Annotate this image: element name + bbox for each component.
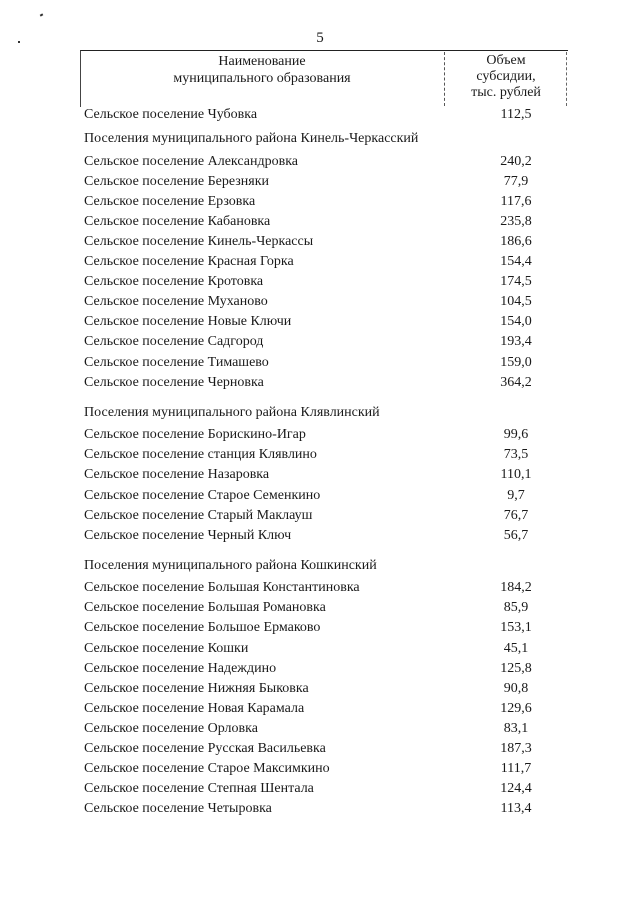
- table-header-right-edge: [566, 52, 567, 106]
- settlement-name: Сельское поселение Ерзовка: [84, 193, 256, 209]
- column-header-volume-line: Объем: [486, 53, 526, 68]
- table-row: [84, 659, 564, 679]
- settlement-name: Сельское поселение Надеждино: [84, 660, 277, 676]
- table-row: [84, 272, 564, 292]
- settlement-name: Сельское поселение Большая Романовка: [84, 600, 326, 616]
- subsidy-value: 125,8: [500, 660, 532, 676]
- table-header-divider: [444, 52, 445, 106]
- column-header-name-line: муниципального образования: [173, 71, 351, 86]
- subsidy-value: 83,1: [503, 720, 529, 736]
- subsidy-value: 85,9: [503, 600, 529, 616]
- table-row: [84, 465, 564, 485]
- settlement-name: Сельское поселение Борискино-Игар: [84, 427, 306, 443]
- table-row: [84, 526, 564, 546]
- settlement-name: Сельское поселение Муханово: [84, 294, 268, 310]
- settlement-name: Сельское поселение Черновка: [84, 374, 264, 390]
- subsidy-value: 184,2: [500, 580, 532, 596]
- table-row: [84, 486, 564, 506]
- subsidy-value: 153,1: [500, 620, 532, 636]
- subsidy-value: 112,5: [500, 107, 532, 122]
- table-row: [84, 353, 564, 373]
- subsidy-value: 113,4: [500, 801, 532, 817]
- subsidy-value: 154,4: [500, 254, 532, 270]
- table-row: [84, 618, 564, 638]
- settlement-name: Сельское поселение Степная Шентала: [84, 781, 314, 797]
- table-row: [84, 425, 564, 445]
- settlement-name: Сельское поселение Новая Карамала: [84, 700, 305, 716]
- subsidy-value: 117,6: [500, 193, 532, 209]
- subsidy-value: 154,0: [500, 314, 532, 330]
- subsidy-value: 174,5: [500, 274, 532, 290]
- subsidy-value: 9,7: [507, 487, 525, 503]
- settlement-name: Сельское поселение Кабановка: [84, 213, 271, 229]
- table-row: [84, 212, 564, 232]
- column-header-name: [80, 53, 444, 87]
- table-body: [84, 105, 564, 819]
- table-row: [84, 105, 564, 125]
- table-row: [84, 152, 564, 172]
- table-row: [84, 192, 564, 212]
- settlement-name: Сельское поселение Старое Семенкино: [84, 487, 321, 503]
- settlement-name: Сельское поселение Большая Константиновка: [84, 580, 360, 596]
- scan-speck: [40, 13, 44, 16]
- table-row: [84, 373, 564, 393]
- table-row: [84, 312, 564, 332]
- settlement-name: Сельское поселение Большое Ермаково: [84, 620, 321, 636]
- settlement-name: Сельское поселение Орловка: [84, 720, 258, 736]
- table-row: [84, 232, 564, 252]
- subsidy-value: 104,5: [500, 294, 532, 310]
- settlement-name: Сельское поселение Красная Горка: [84, 254, 294, 270]
- settlement-name: Сельское поселение Березняки: [84, 173, 270, 189]
- group-title: Поселения муниципального района Кинель-Черкасский: [84, 131, 419, 147]
- settlement-name: Сельское поселение станция Клявлино: [84, 447, 317, 463]
- settlement-name: Сельское поселение Кошки: [84, 640, 249, 656]
- subsidy-value: 111,7: [500, 761, 532, 777]
- subsidy-value: 364,2: [500, 374, 532, 390]
- subsidy-value: 235,8: [500, 213, 532, 229]
- column-header-volume-line: субсидии,: [476, 69, 536, 84]
- column-header-volume-line: тыс. рублей: [471, 85, 541, 100]
- settlement-name: Сельское поселение Тимашево: [84, 354, 269, 370]
- group-title: Поселения муниципального района Клявлинский: [84, 404, 380, 420]
- page-number: 5: [316, 30, 324, 46]
- subsidy-value: 193,4: [500, 334, 532, 350]
- table-row: [84, 252, 564, 272]
- table-row: [84, 799, 564, 819]
- subsidy-value: 77,9: [503, 173, 529, 189]
- settlement-name: Сельское поселение Четыровка: [84, 801, 272, 817]
- column-header-name-line: Наименование: [218, 54, 306, 69]
- subsidy-value: 159,0: [500, 354, 532, 370]
- table-row: [84, 332, 564, 352]
- subsidy-value: 240,2: [500, 153, 532, 169]
- subsidy-value: 129,6: [500, 700, 532, 716]
- table-row: [84, 578, 564, 598]
- settlement-name: Сельское поселение Черный Ключ: [84, 527, 292, 543]
- subsidy-value: 110,1: [500, 467, 532, 483]
- table-row: [84, 445, 564, 465]
- table-row: [84, 759, 564, 779]
- table-row: [84, 639, 564, 659]
- subsidy-value: 73,5: [503, 447, 529, 463]
- subsidy-value: 76,7: [503, 507, 529, 523]
- settlement-name: Сельское поселение Садгород: [84, 334, 264, 350]
- table-row: [84, 598, 564, 618]
- subsidy-value: 186,6: [500, 233, 532, 249]
- table-row: [84, 699, 564, 719]
- settlement-name: Сельское поселение Старый Маклауш: [84, 507, 313, 523]
- settlement-name: Сельское поселение Русская Васильевка: [84, 741, 326, 757]
- settlement-name: Сельское поселение Кротовка: [84, 274, 264, 290]
- table-row: [84, 739, 564, 759]
- settlement-name: Сельское поселение Нижняя Быковка: [84, 680, 309, 696]
- table-row: [84, 779, 564, 799]
- subsidy-value: 187,3: [500, 741, 532, 757]
- subsidy-value: 99,6: [503, 427, 529, 443]
- settlement-name: Сельское поселение Кинель-Черкассы: [84, 233, 314, 249]
- subsidy-value: 124,4: [500, 781, 532, 797]
- table-row: [84, 679, 564, 699]
- settlement-name: Сельское поселение Старое Максимкино: [84, 761, 330, 777]
- settlement-name: Сельское поселение Чубовка: [84, 107, 258, 122]
- column-header-volume: [446, 53, 566, 101]
- group-title: Поселения муниципального района Кошкинский: [84, 557, 377, 573]
- table-row: [84, 506, 564, 526]
- settlement-name: Сельское поселение Александровка: [84, 153, 299, 169]
- subsidy-value: 45,1: [503, 640, 529, 656]
- subsidy-value: 56,7: [503, 527, 529, 543]
- subsidy-value: 90,8: [503, 680, 529, 696]
- table-row: [84, 172, 564, 192]
- table-row: [84, 719, 564, 739]
- settlement-name: Сельское поселение Новые Ключи: [84, 314, 292, 330]
- table-row: [84, 292, 564, 312]
- settlement-name: Сельское поселение Назаровка: [84, 467, 270, 483]
